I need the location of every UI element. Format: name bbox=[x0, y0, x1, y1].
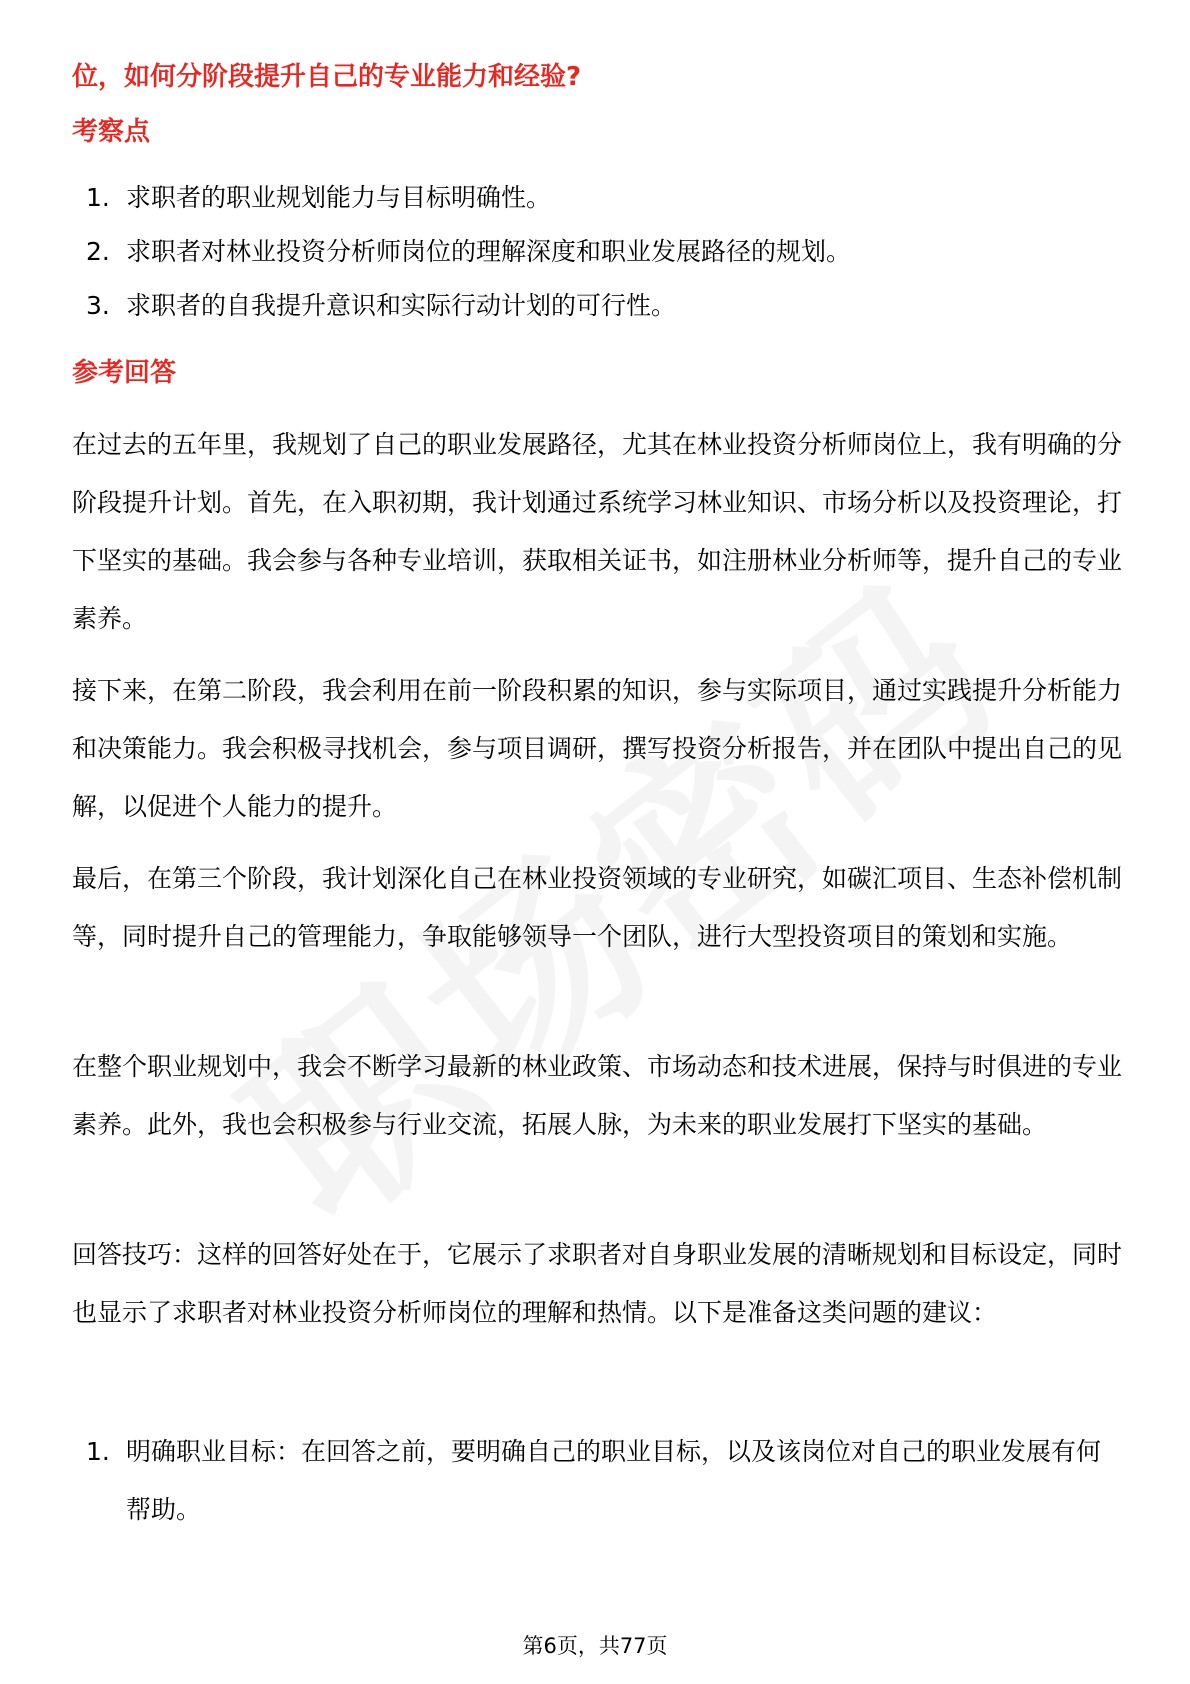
answer-paragraph: 接下来，在第二阶段，我会利用在前一阶段积累的知识，参与实际项目，通过实践提升分析能力和决策能力。我会积极寻找机会，参与项目调研，撰写投资分析报告，并在团队中提出自己的见解，以促进个人能力的提升。 bbox=[72, 676, 1123, 821]
list-item-text: 求职者的职业规划能力与目标明确性。 bbox=[126, 183, 552, 212]
list-item-number: 3. bbox=[86, 291, 110, 320]
list-item-number: 2. bbox=[86, 237, 110, 266]
list-item-text: 明确职业目标：在回答之前，要明确自己的职业目标，以及该岗位对自己的职业发展有何帮助。 bbox=[126, 1437, 1102, 1524]
list-item bbox=[72, 178, 1122, 218]
points-heading: 考察点 bbox=[72, 117, 151, 147]
list-item bbox=[72, 1423, 1122, 1539]
points-list bbox=[72, 178, 1122, 326]
list-item bbox=[72, 286, 1122, 326]
list-item-number: 1. bbox=[86, 183, 110, 212]
list-item-text: 求职者对林业投资分析师岗位的理解深度和职业发展路径的规划。 bbox=[126, 237, 852, 266]
tips-list bbox=[72, 1423, 1122, 1539]
list-item bbox=[72, 232, 1122, 272]
answer-heading: 参考回答 bbox=[72, 358, 177, 388]
answer-paragraph: 在过去的五年里，我规划了自己的职业发展路径，尤其在林业投资分析师岗位上，我有明确的分阶段提升计划。首先，在入职初期，我计划通过系统学习林业知识、市场分析以及投资理论，打下坚实的基础。我会参与各种专业培训，获取相关证书，如注册林业分析师等，提升自己的专业素养。 bbox=[72, 430, 1123, 633]
list-item-number: 1. bbox=[86, 1437, 110, 1466]
tips-paragraph: 回答技巧：这样的回答好处在于，它展示了求职者对自身职业发展的清晰规划和目标设定，同时也显示了求职者对林业投资分析师岗位的理解和热情。以下是准备这类问题的建议： bbox=[72, 1240, 1123, 1327]
list-item-text: 求职者的自我提升意识和实际行动计划的可行性。 bbox=[126, 291, 677, 320]
answer-paragraph: 最后，在第三个阶段，我计划深化自己在林业投资领域的专业研究，如碳汇项目、生态补偿机制等，同时提升自己的管理能力，争取能够领导一个团队，进行大型投资项目的策划和实施。 bbox=[72, 864, 1123, 951]
answer-paragraph: 在整个职业规划中，我会不断学习最新的林业政策、市场动态和技术进展，保持与时俱进的专业素养。此外，我也会积极参与行业交流，拓展人脉，为未来的职业发展打下坚实的基础。 bbox=[72, 1052, 1123, 1139]
question-title: 位，如何分阶段提升自己的专业能力和经验? bbox=[72, 62, 582, 92]
page-footer: 第6页，共77页 bbox=[522, 1634, 668, 1658]
